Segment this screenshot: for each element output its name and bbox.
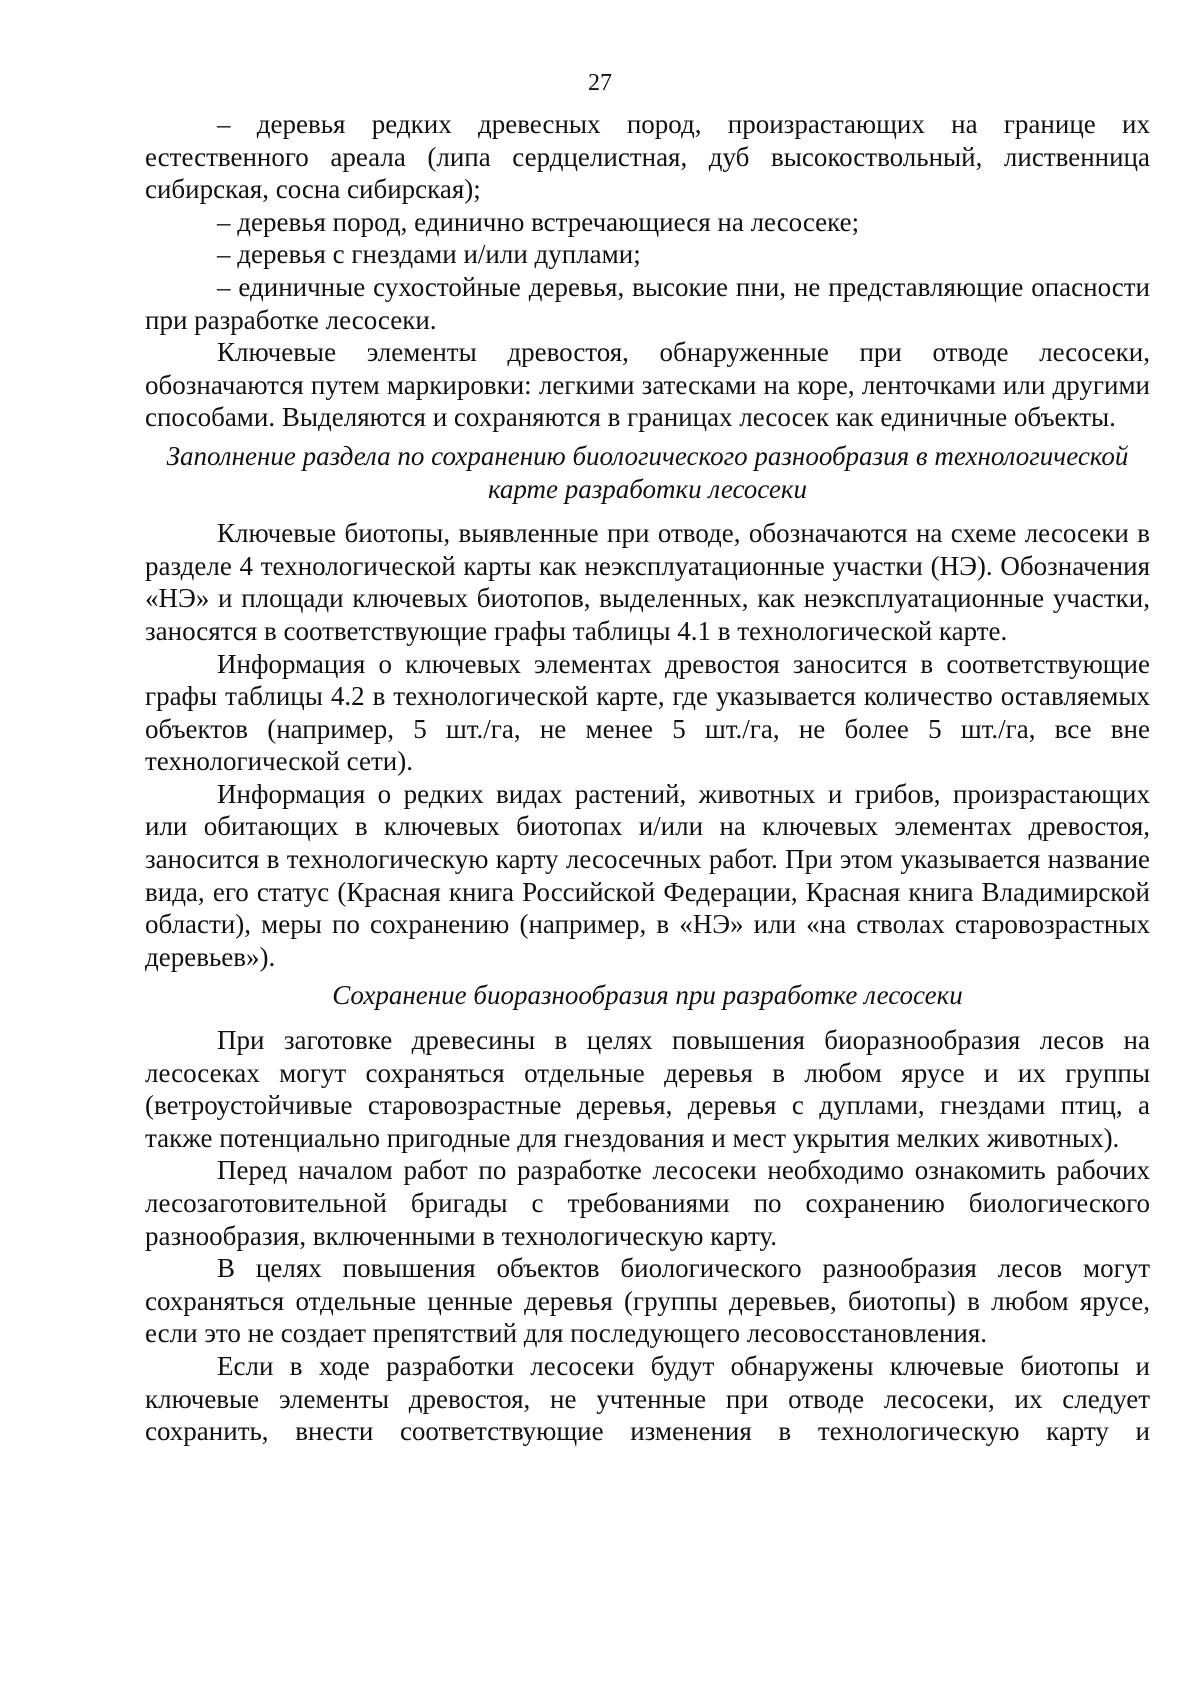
paragraph-unrecorded-biotopes: Если в ходе разработки лесосеки будут обнаружены ключевые биотопы и ключевые элементы древостоя, не учтенные при отводе лесосеки, их следует сохранить, внести соответствующие изменения в технологическую карту и xyxy=(145,1350,1150,1447)
list-item-dead-trees: – единичные сухостойные деревья, высокие пни, не представляющие опасности при разработке лесосеки. xyxy=(145,271,1150,335)
section-heading-biodiversity: Сохранение биоразнообразия при разработке лесосеки xyxy=(332,980,963,1011)
paragraph-key-elements-table: Информация о ключевых элементах древостоя заносится в соответствующие графы таблицы 4.2 в технологической карте, где указывается количество оставляемых объектов (например, 5 шт./га, не менее 5 шт./га, не более 5 шт./га, все вне технологической сети). xyxy=(145,648,1150,777)
paragraph-valuable-trees: В целях повышения объектов биологического разнообразия лесов могут сохраняться отдельные ценные деревья (группы деревьев, биотопы) в любом ярусе, если это не создает препятствий для последующего лесовосстановления. xyxy=(145,1253,1150,1349)
document-body xyxy=(145,108,1150,1448)
page-number: 27 xyxy=(588,70,612,96)
paragraph-key-elements-marking: Ключевые элементы древостоя, обнаруженные при отводе лесосеки, обозначаются путем маркировки: легкими затесками на коре, ленточками или другими способами. Выделяются и сохраняются в границах лесосек как единичные объекты. xyxy=(145,337,1150,433)
section-heading-tech-map: Заполнение раздела по сохранению биологического разнообразия в технологической карте разработки лесосеки xyxy=(166,440,1129,504)
list-item-single-species: – деревья пород, единично встречающиеся на лесосеке; xyxy=(217,206,860,237)
paragraph-harvesting: При заготовке древесины в целях повышения биоразнообразия лесов на лесосеках могут сохраняться отдельные деревья в любом ярусе и их группы (ветроустойчивые старовозрастные деревья, деревья с дуплами, гнездами птиц, а также потенциально пригодные для гнездования и мест укрытия мелких животных). xyxy=(145,1025,1150,1153)
paragraph-rare-species-info: Информация о редких видах растений, животных и грибов, произрастающих или обитающих в ключевых биотопах и/или на ключевых элементах древостоя, заносится в технологическую карту лесосечных работ. При этом указывается название вида, его статус (Красная книга Российской Федерации, Красная книга Владимирской области), меры по сохранению (например, в «НЭ» или «на стволах старовозрастных деревьев»). xyxy=(145,778,1150,972)
list-item-nests-hollows: – деревья с гнездами и/или дуплами; xyxy=(217,239,641,270)
paragraph-briefing: Перед началом работ по разработке лесосеки необходимо ознакомить рабочих лесозаготовительной бригады с требованиями по сохранению биологического разнообразия, включенными в технологическую карту. xyxy=(145,1155,1150,1251)
paragraph-key-biotopes: Ключевые биотопы, выявленные при отводе, обозначаются на схеме лесосеки в разделе 4 технологической карты как неэксплуатационные участки (НЭ). Обозначения «НЭ» и площади ключевых биотопов, выделенных, как неэксплуатационные участки, заносятся в соответствующие графы таблицы 4.1 в технологической карте. xyxy=(145,518,1150,646)
list-item-rare-species: – деревья редких древесных пород, произрастающих на границе их естественного ареала (липа сердцелистная, дуб высокоствольный, лиственница сибирская, сосна сибирская); xyxy=(145,109,1150,205)
